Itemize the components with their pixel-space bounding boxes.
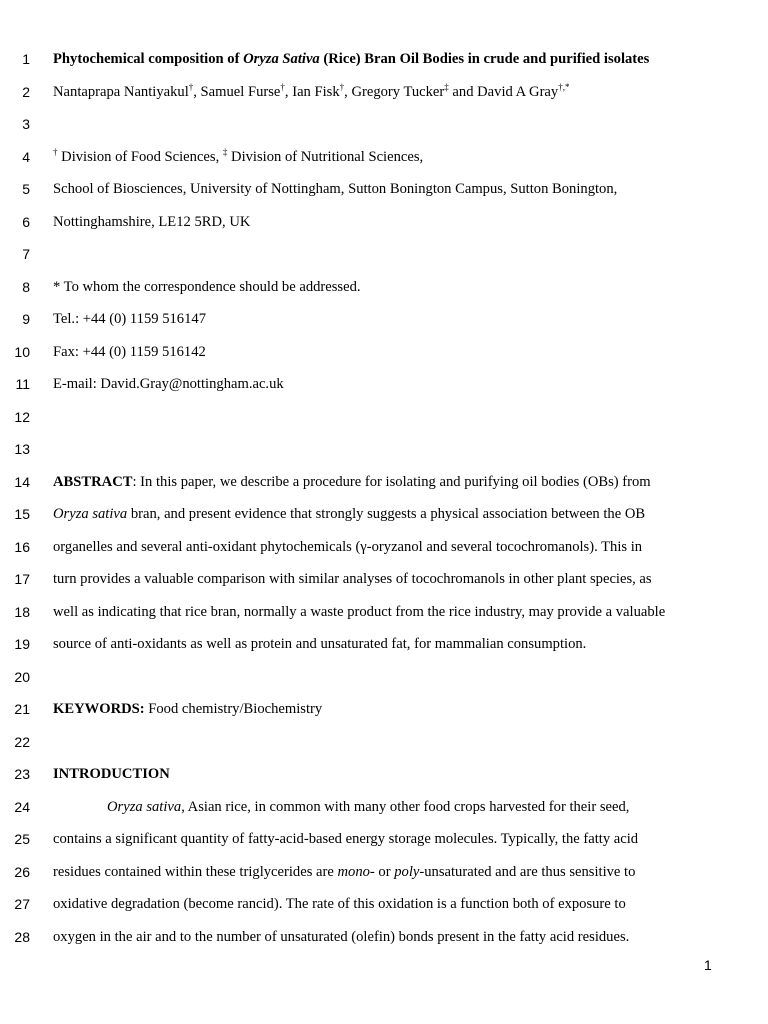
manuscript-line <box>0 244 768 274</box>
line-number: 23 <box>14 766 30 782</box>
intro-line: contains a significant quantity of fatty-acid-based energy storage molecules. Typically, the fatty acid <box>53 831 639 847</box>
manuscript-line <box>0 309 768 339</box>
manuscript-line <box>0 374 768 404</box>
abstract-line: turn provides a valuable comparison with similar analyses of tocochromanols in other plant species, as <box>53 571 652 587</box>
line-number: 10 <box>14 344 30 360</box>
line-number: 17 <box>14 571 30 587</box>
introduction-heading: INTRODUCTION <box>53 766 170 782</box>
manuscript-line <box>0 179 768 209</box>
line-number: 5 <box>22 181 30 197</box>
keywords-heading: KEYWORDS: <box>53 701 145 717</box>
line-number: 8 <box>22 279 30 295</box>
affiliation-divisions: † Division of Food Sciences, ‡ Division of Nutritional Sciences, <box>53 147 424 165</box>
manuscript-line <box>0 634 768 664</box>
line-number: 6 <box>22 214 30 230</box>
line-number: 11 <box>15 376 30 392</box>
line-number: 27 <box>14 896 30 912</box>
email: E-mail: David.Gray@nottingham.ac.uk <box>53 376 284 392</box>
line-number: 4 <box>22 149 30 165</box>
intro-line: oxidative degradation (become rancid). The rate of this oxidation is a function both of exposure to <box>53 896 626 912</box>
manuscript-line <box>0 862 768 892</box>
paper-title: Phytochemical composition of Oryza Sativa (Rice) Bran Oil Bodies in crude and purified isolates <box>53 51 650 67</box>
manuscript-line <box>0 667 768 697</box>
manuscript-line <box>0 277 768 307</box>
manuscript-line <box>0 764 768 794</box>
manuscript-line <box>0 602 768 632</box>
line-number: 18 <box>14 604 30 620</box>
abstract-line: Oryza sativa bran, and present evidence that strongly suggests a physical association between the OB <box>53 506 646 522</box>
manuscript-line <box>0 472 768 502</box>
manuscript-line <box>0 114 768 144</box>
line-number: 22 <box>14 734 30 750</box>
line-number: 3 <box>22 116 30 132</box>
manuscript-line <box>0 82 768 112</box>
manuscript-line <box>0 537 768 567</box>
line-number: 28 <box>14 929 30 945</box>
keywords-line: KEYWORDS: Food chemistry/Biochemistry <box>53 701 323 717</box>
author-list: Nantaprapa Nantiyakul†, Samuel Furse†, Ian Fisk†, Gregory Tucker‡ and David A Gray†,* <box>53 82 570 100</box>
affiliation-school: School of Biosciences, University of Nottingham, Sutton Bonington Campus, Sutton Bonington, <box>53 181 618 197</box>
fax: Fax: +44 (0) 1159 516142 <box>53 344 206 360</box>
line-number: 2 <box>22 84 30 100</box>
page-number: 1 <box>704 957 712 973</box>
line-number: 12 <box>14 409 30 425</box>
abstract-line: well as indicating that rice bran, normally a waste product from the rice industry, may provide a valuable <box>53 604 666 620</box>
line-number: 20 <box>14 669 30 685</box>
telephone: Tel.: +44 (0) 1159 516147 <box>53 311 206 327</box>
line-number: 19 <box>14 636 30 652</box>
intro-line: residues contained within these triglycerides are mono- or poly-unsaturated and are thus sensitive to <box>53 864 636 880</box>
manuscript-line <box>0 212 768 242</box>
correspondence-note: * To whom the correspondence should be addressed. <box>53 279 361 295</box>
manuscript-line <box>0 49 768 79</box>
manuscript-line <box>0 927 768 957</box>
line-number: 24 <box>14 799 30 815</box>
manuscript-line <box>0 797 768 827</box>
line-number: 7 <box>22 246 30 262</box>
manuscript-line <box>0 894 768 924</box>
line-number: 25 <box>14 831 30 847</box>
line-number: 13 <box>14 441 30 457</box>
abstract-line: organelles and several anti-oxidant phytochemicals (γ-oryzanol and several tocochromanols). This in <box>53 539 643 555</box>
manuscript-line <box>0 569 768 599</box>
line-number: 16 <box>14 539 30 555</box>
manuscript-line <box>0 147 768 177</box>
manuscript-line <box>0 504 768 534</box>
line-number: 26 <box>14 864 30 880</box>
manuscript-line <box>0 407 768 437</box>
affiliation-address: Nottinghamshire, LE12 5RD, UK <box>53 214 251 230</box>
manuscript-line <box>0 439 768 469</box>
intro-line: oxygen in the air and to the number of unsaturated (olefin) bonds present in the fatty acid residues. <box>53 929 630 945</box>
abstract-line: ABSTRACT: In this paper, we describe a procedure for isolating and purifying oil bodies (OBs) from <box>53 474 651 490</box>
abstract-line: source of anti-oxidants as well as protein and unsaturated fat, for mammalian consumption. <box>53 636 587 652</box>
manuscript-line <box>0 699 768 729</box>
line-number: 9 <box>22 311 30 327</box>
abstract-heading: ABSTRACT <box>53 474 133 490</box>
manuscript-line <box>0 342 768 372</box>
line-number: 21 <box>14 701 30 717</box>
manuscript-line <box>0 829 768 859</box>
manuscript-line <box>0 732 768 762</box>
line-number: 1 <box>22 51 30 67</box>
line-number: 14 <box>14 474 30 490</box>
intro-line: Oryza sativa, Asian rice, in common with many other food crops harvested for their seed, <box>107 799 630 815</box>
line-number: 15 <box>14 506 30 522</box>
